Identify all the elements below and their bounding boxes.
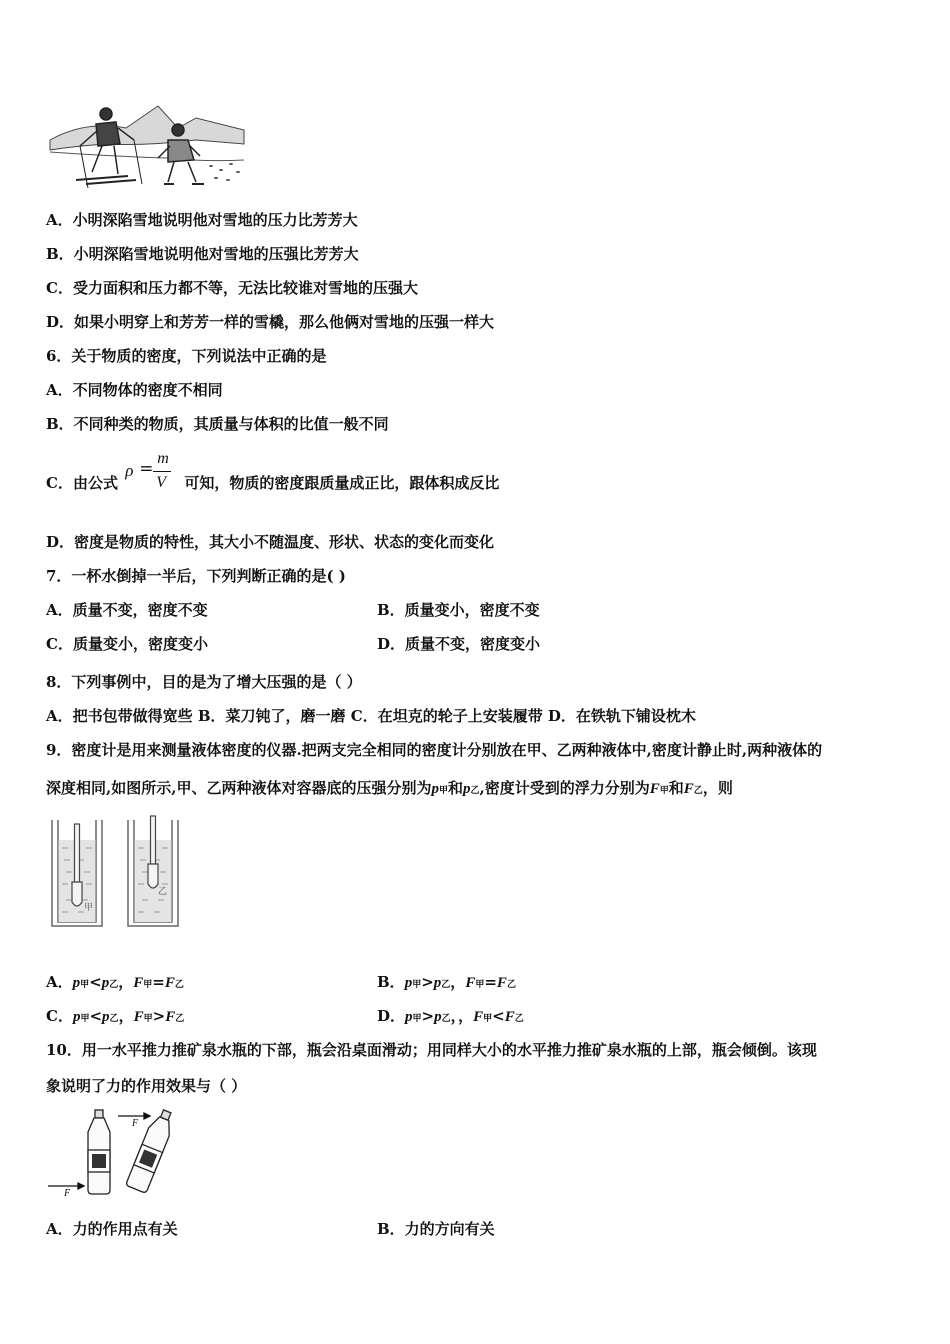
q9-option-a [46, 972, 184, 995]
q9-d-f: F [473, 1009, 484, 1025]
q9-d-p: p [405, 1009, 413, 1025]
q10-stem-line1: 10．用一水平推力推矿泉水瓶的下部，瓶会沿桌面滑动；用同样大小的水平推力推矿泉水瓶的上部，瓶会倾倒。该现 [46, 1041, 817, 1059]
q7-option-c: C．质量变小，密度变小 [46, 635, 208, 653]
q9-sub-yi-2: 乙 [693, 786, 703, 796]
q10-option-a: A．力的作用点有关 [46, 1220, 178, 1238]
q9-b-p: p [404, 975, 413, 991]
q9-symbol-f-yi: F [683, 781, 694, 797]
q9-a-f-relation: = [152, 973, 165, 991]
skiing-illustration [46, 100, 248, 192]
q9-c-sub-jia: 甲 [80, 1014, 90, 1024]
q9-a-sep: ， [118, 973, 134, 991]
q6-option-d: D．密度是物质的特性，其大小不随温度、形状、状态的变化而变化 [46, 533, 495, 551]
formula-fraction-bar [153, 471, 171, 472]
q9-c-p: p [72, 1009, 81, 1025]
q9-b-sub-jia: 甲 [412, 980, 422, 990]
q8-options: A．把书包带做得宽些 B．菜刀钝了，磨一磨 C．在坦克的轮子上安装履带 D．在铁轨下铺设枕木 [46, 707, 696, 725]
formula-equals: = [139, 459, 154, 479]
q6-option-a: A．不同物体的密度不相同 [46, 381, 223, 399]
q9-d-sub-yi: 乙 [441, 1014, 451, 1024]
q9-a-f: F [133, 975, 144, 991]
q9-a-sub-yi-f: 乙 [174, 980, 184, 990]
q9-d-label: D． [377, 1007, 406, 1025]
q9-b-f-relation: = [484, 973, 497, 991]
q9-a-p: p [72, 975, 81, 991]
q9-c-f2: F [165, 1009, 176, 1025]
q9-c-sub-yi-f: 乙 [175, 1014, 185, 1024]
density-formula [123, 450, 179, 506]
q6-option-c [46, 450, 500, 505]
q8-stem: 8．下列事例中，目的是为了增大压强的是（ ） [46, 673, 362, 691]
q9-a-sub-yi: 乙 [109, 980, 119, 990]
q7-stem: 7．一杯水倒掉一半后，下列判断正确的是( ) [46, 567, 346, 585]
q9-d-f2: F [504, 1009, 515, 1025]
q9-and-2: 和 [668, 779, 684, 797]
q9-stem-line2 [46, 778, 733, 801]
q9-a-sub-jia: 甲 [80, 980, 90, 990]
figure-label-yi: 乙 [158, 887, 168, 897]
q9-b-p-relation: > [421, 973, 434, 991]
q5-option-d: D．如果小明穿上和芳芳一样的雪橇，那么他俩对雪地的压强一样大 [46, 313, 495, 331]
q9-b-sub-jia-f: 甲 [475, 980, 485, 990]
q9-option-d [377, 1006, 524, 1029]
formula-rho: ρ [125, 461, 134, 480]
hydrometer-figure [48, 814, 198, 940]
q9-b-sub-yi-f: 乙 [506, 980, 516, 990]
q9-a-sub-jia-f: 甲 [143, 980, 153, 990]
bottles-figure [46, 1106, 186, 1198]
q9-c-sub-jia-f: 甲 [143, 1014, 153, 1024]
q9-b-label: B． [377, 973, 405, 991]
q9-c-label: C． [46, 1007, 73, 1025]
q9-a-p-relation: < [89, 973, 102, 991]
q7-option-b: B．质量变小，密度不变 [377, 601, 540, 619]
q9-c-f: F [133, 1009, 144, 1025]
q9-d-sub-yi-f: 乙 [514, 1014, 524, 1024]
q9-c-p2: p [102, 1009, 110, 1025]
q9-and-1: 和 [447, 779, 463, 797]
q5-option-c: C．受力面积和压力都不等，无法比较谁对雪地的压强大 [46, 279, 418, 297]
q6-stem: 6．关于物质的密度，下列说法中正确的是 [46, 347, 327, 365]
q9-a-p2: p [101, 975, 110, 991]
figure-label-jia: 甲 [84, 903, 94, 913]
q9-sub-jia: 甲 [438, 786, 448, 796]
q9-b-sub-yi: 乙 [441, 980, 451, 990]
q10-stem-line2: 象说明了力的作用效果与（ ） [46, 1077, 247, 1095]
q9-c-sub-yi: 乙 [109, 1014, 119, 1024]
q9-stem-text-a: 深度相同,如图所示,甲、乙两种液体对容器底的压强分别为 [46, 779, 432, 797]
bottle-label-left [92, 1154, 106, 1168]
q9-c-sep: ， [118, 1007, 134, 1025]
q9-stem-text-c: ，则 [702, 779, 733, 797]
q9-d-p2: p [434, 1009, 442, 1025]
q9-sub-jia-2: 甲 [659, 786, 669, 796]
q6-option-c-suffix: 可知，物质的密度跟质量成正比，跟体积成反比 [184, 474, 500, 492]
q9-c-f-relation: > [152, 1007, 166, 1025]
q9-b-f: F [465, 975, 476, 991]
q7-option-d: D．质量不变，密度变小 [377, 635, 541, 653]
q9-d-f-relation: < [492, 1007, 505, 1025]
q9-b-p2: p [433, 975, 442, 991]
q9-sub-yi: 乙 [470, 786, 480, 796]
formula-numerator: m [157, 450, 169, 467]
formula-denominator: V [156, 474, 166, 491]
force-label-bottom: F [64, 1188, 71, 1198]
q9-symbol-f-jia: F [649, 781, 660, 797]
q9-symbol-p-yi: p [462, 781, 471, 797]
q9-d-p-relation: > [421, 1007, 435, 1025]
q6-option-c-prefix: C．由公式 [46, 474, 118, 492]
q7-option-a: A．质量不变，密度不变 [46, 601, 208, 619]
q5-option-a: A．小明深陷雪地说明他对雪地的压力比芳芳大 [46, 211, 358, 229]
q9-option-c [46, 1006, 184, 1029]
q5-option-b: B．小明深陷雪地说明他对雪地的压强比芳芳大 [46, 245, 359, 263]
q9-option-b [377, 972, 516, 995]
q9-symbol-p-jia: p [431, 781, 439, 797]
force-label-top: F [132, 1118, 139, 1129]
q9-a-f2: F [164, 975, 175, 991]
q9-d-sub-jia: 甲 [412, 1014, 422, 1024]
q9-a-label: A． [46, 973, 73, 991]
q9-b-sep: ， [450, 973, 466, 991]
q9-d-sub-jia-f: 甲 [483, 1014, 493, 1024]
q9-b-f2: F [496, 975, 507, 991]
q9-stem-text-b: ,密度计受到的浮力分别为 [479, 779, 650, 797]
q10-option-b: B．力的方向有关 [377, 1220, 495, 1238]
q9-c-p-relation: < [89, 1007, 103, 1025]
q9-d-sep: ，， [450, 1007, 474, 1025]
q9-stem-line1: 9．密度计是用来测量液体密度的仪器.把两支完全相同的密度计分别放在甲、乙两种液体中,密度计静止时,两种液体的 [46, 741, 823, 759]
q6-option-b: B．不同种类的物质，其质量与体积的比值一般不同 [46, 415, 389, 433]
